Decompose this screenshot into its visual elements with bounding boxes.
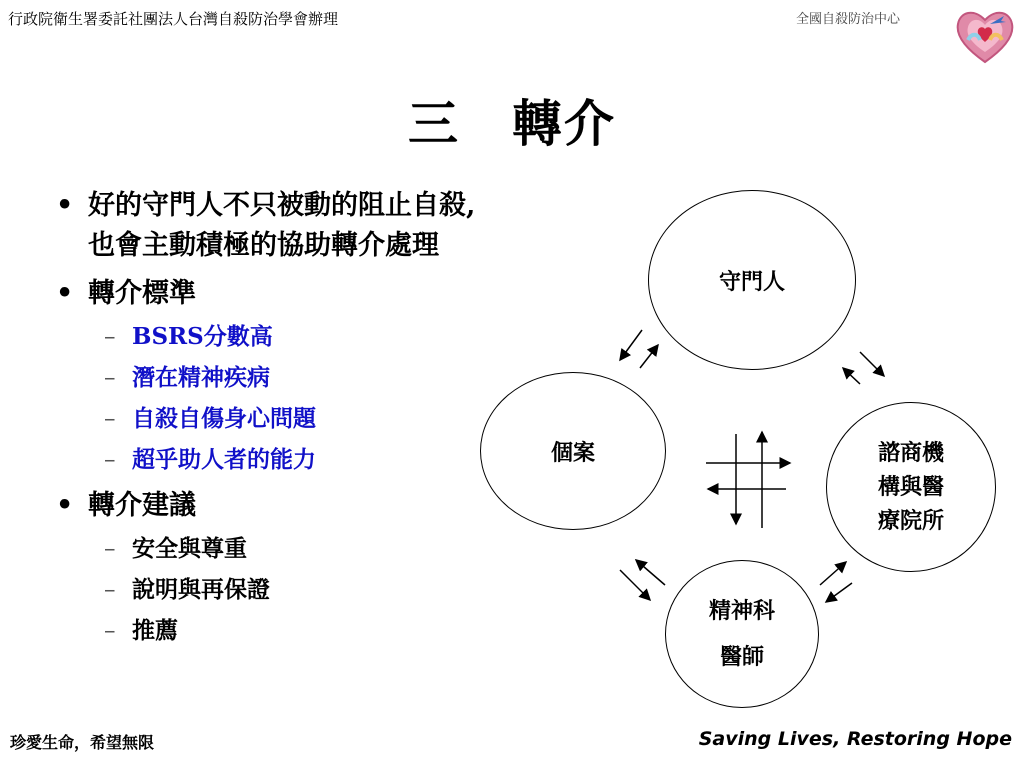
case-label: 個案 bbox=[550, 439, 595, 466]
footer-slogan-zh: 珍愛生命，希望無限 bbox=[10, 733, 155, 752]
bullet-dot: • bbox=[56, 190, 74, 221]
sub-bullet-text: 安全與尊重 bbox=[132, 535, 247, 562]
bullet-text: 轉介建議 bbox=[88, 490, 196, 521]
sub-bullet-dash: – bbox=[104, 536, 116, 562]
psychiatrist-label-line: 醫師 bbox=[719, 644, 764, 670]
sub-bullet-text: BSRS分數高 bbox=[132, 323, 273, 350]
sub-bullet-text: 超乎助人者的能力 bbox=[132, 446, 316, 473]
bullet-dot: • bbox=[56, 278, 74, 309]
psychiatrist-label-line: 精神科 bbox=[708, 598, 775, 624]
sub-bullet-dash: – bbox=[104, 577, 116, 603]
consult-label-line: 構與醫 bbox=[877, 474, 944, 500]
sub-bullet-dash: – bbox=[104, 324, 116, 350]
sub-bullet-text: 說明與再保證 bbox=[132, 576, 270, 603]
bullet-text: 好的守門人不只被動的阻止自殺,也會主動積極的協助轉介處理 bbox=[88, 190, 476, 261]
arrow-case-to-psychiatrist bbox=[620, 570, 650, 600]
sub-bullet-text: 自殺自傷身心問題 bbox=[132, 405, 316, 432]
arrow-psychiatrist-to-case bbox=[636, 560, 665, 585]
sub-bullet-dash: – bbox=[104, 618, 116, 644]
sub-bullet-dash: – bbox=[104, 365, 116, 391]
header-center-name: 全國自殺防治中心 bbox=[796, 12, 901, 27]
footer-slogan-en: Saving Lives, Restoring Hope bbox=[698, 728, 1012, 750]
arrow-case-to-gatekeeper bbox=[640, 345, 658, 368]
header-organization: 行政院衛生署委託社團法人台灣自殺防治學會辦理 bbox=[8, 10, 339, 28]
bullet-dot: • bbox=[56, 490, 74, 521]
bullet-text: 轉介標準 bbox=[88, 278, 196, 309]
sub-bullet-dash: – bbox=[104, 447, 116, 473]
arrow-psychiatrist-to-consult bbox=[820, 562, 846, 585]
arrow-consult-to-gatekeeper bbox=[843, 368, 860, 384]
sub-bullet-dash: – bbox=[104, 406, 116, 432]
consult-label-line: 諮商機 bbox=[877, 440, 944, 466]
sub-bullet-text: 潛在精神疾病 bbox=[132, 364, 270, 391]
sub-bullet-text: 推薦 bbox=[132, 617, 178, 644]
arrow-gatekeeper-to-case bbox=[620, 330, 642, 360]
consult-label-line: 療院所 bbox=[877, 508, 944, 534]
slide-title: 三 轉介 bbox=[408, 94, 616, 153]
gatekeeper-label: 守門人 bbox=[718, 268, 785, 295]
arrow-consult-to-psychiatrist bbox=[826, 583, 852, 602]
arrow-gatekeeper-to-consult bbox=[860, 352, 884, 376]
